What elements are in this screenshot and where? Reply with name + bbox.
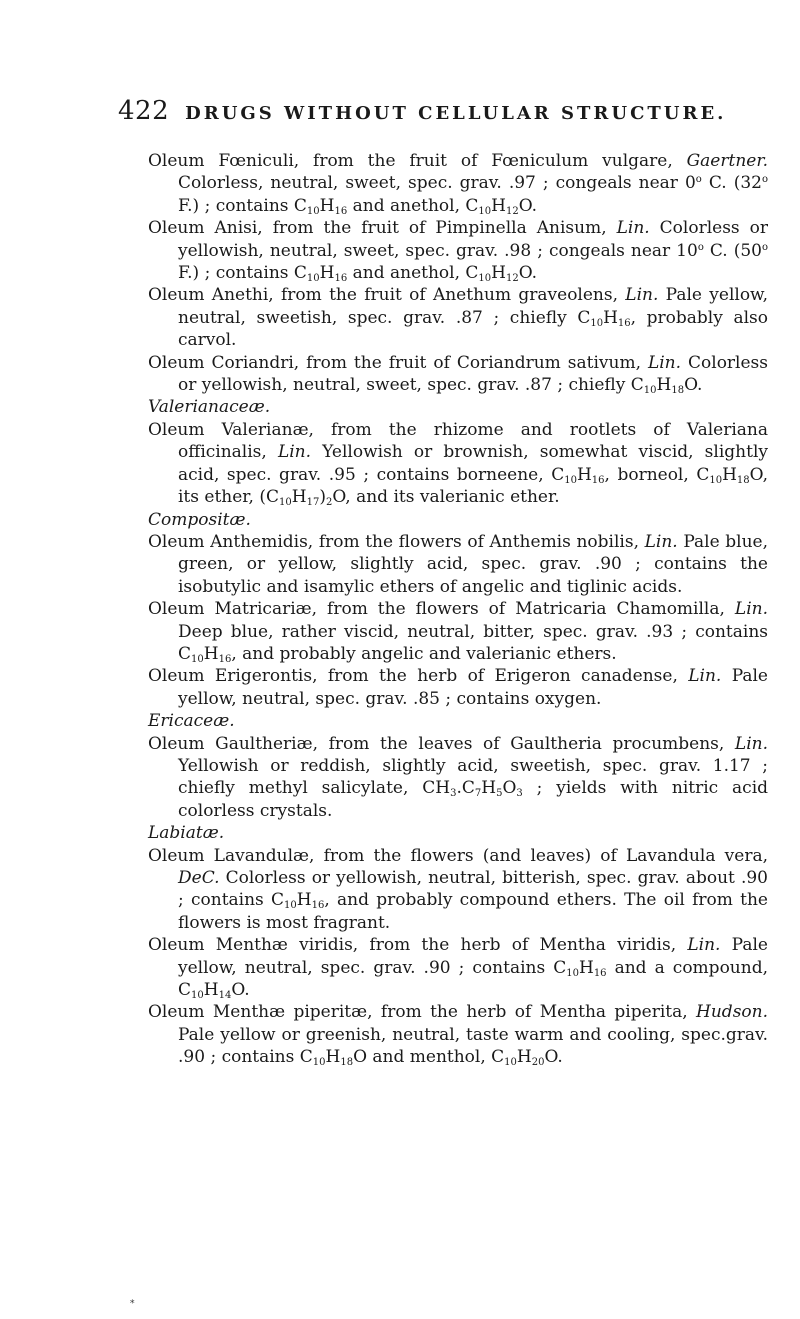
oil-entry: Oleum Lavandulæ, from the flowers (and leaves) of Lavandula vera, DeC. Colorless or yellowish, neutral, bitterish, spec. grav. about .90 ; contains $C_{10}H_{16}$, and probably compound ethers. The oil from the flowers is most fragrant. — [148, 845, 768, 933]
running-header — [118, 96, 778, 126]
page-body — [148, 150, 768, 1069]
family-heading: Valerianaceæ. — [148, 397, 271, 418]
oil-entry: Oleum Valerianæ, from the rhizome and rootlets of Valeriana officinalis, Lin. Yellowish or brownish, somewhat viscid, slightly acid, spec. grav. .95 ; contains borneene, $C_{10}H_{16}$, borneol, $C_{10}H_{18}O$, its ether, $(C_{10}H_{17})_2O$, and its valerianic ether. — [148, 419, 768, 509]
oil-entry: Oleum Matricariæ, from the flowers of Matricaria Chamomilla, Lin. Deep blue, rather viscid, neutral, bitter, spec. grav. .93 ; contains $C_{10}H_{16}$, and probably angelic and valerianic ethers. — [148, 599, 768, 665]
oil-entry: Oleum Anethi, from the fruit of Anethum graveolens, Lin. Pale yellow, neutral, sweetish, spec. grav. .87 ; chiefly $C_{10}H_{16}$, probably also carvol. — [148, 285, 768, 351]
page-number: 422 — [118, 96, 170, 126]
oil-entry: Oleum Menthæ viridis, from the herb of Mentha viridis, Lin. Pale yellow, neutral, spec. grav. .90 ; contains $C_{10}H_{16}$ and a compound, $C_{10}H_{14}O$. — [148, 935, 768, 1002]
oil-entry: Oleum Erigerontis, from the herb of Erigeron canadense, Lin. Pale yellow, neutral, spec. grav. .85 ; contains oxygen. — [148, 666, 768, 709]
oil-entry: Oleum Gaultheriæ, from the leaves of Gaultheria procumbens, Lin. Yellowish or reddish, slightly acid, sweetish, spec. grav. 1.17 ; chiefly methyl salicylate, $CH_3.C_7H_5O_3$ ; yields with nitric acid colorless crystals. — [148, 733, 769, 821]
family-heading: Ericaceæ. — [148, 711, 235, 732]
family-heading: Labiatæ. — [148, 823, 225, 844]
oil-entry: Oleum Menthæ piperitæ, from the herb of Mentha piperita, Hudson. Pale yellow or greenish, neutral, taste warm and cooling, spec.grav. .90 ; contains $C_{10}H_{18}O$ and menthol, $C_{10}H_{20}O$. — [148, 1002, 768, 1069]
signature-mark: ⁎ — [130, 1296, 135, 1306]
oil-entry: Oleum Anthemidis, from the flowers of Anthemis nobilis, Lin. Pale blue, green, or yellow, slightly acid, spec. grav. .90 ; contains the isobutylic and isamylic ethers of angelic and tiglinic acids. — [148, 531, 768, 597]
oil-entry: Oleum Coriandri, from the fruit of Coriandrum sativum, Lin. Colorless or yellowish, neutral, sweet, spec. grav. .87 ; chiefly $C_{10}H_{18}O$. — [148, 352, 769, 397]
running-title: DRUGS WITHOUT CELLULAR STRUCTURE. — [185, 103, 727, 124]
oil-entry: Oleum Fœniculi, from the fruit of Fœniculum vulgare, Gaertner. Colorless, neutral, sweet, spec. grav. .97 ; congeals near 0$^o$ C. (32$^o$ F.) ; contains $C_{10}H_{16}$ and anethol, $C_{10}H_{12}O$. — [148, 151, 768, 217]
family-heading: Compositæ. — [148, 509, 251, 530]
oil-entry: Oleum Anisi, from the fruit of Pimpinella Anisum, Lin. Colorless or yellowish, neutral, sweet, spec. grav. .98 ; congeals near 10$^o$ C. (50$^o$ F.) ; contains $C_{10}H_{16}$ and anethol, $C_{10}H_{12}O$. — [148, 218, 769, 285]
